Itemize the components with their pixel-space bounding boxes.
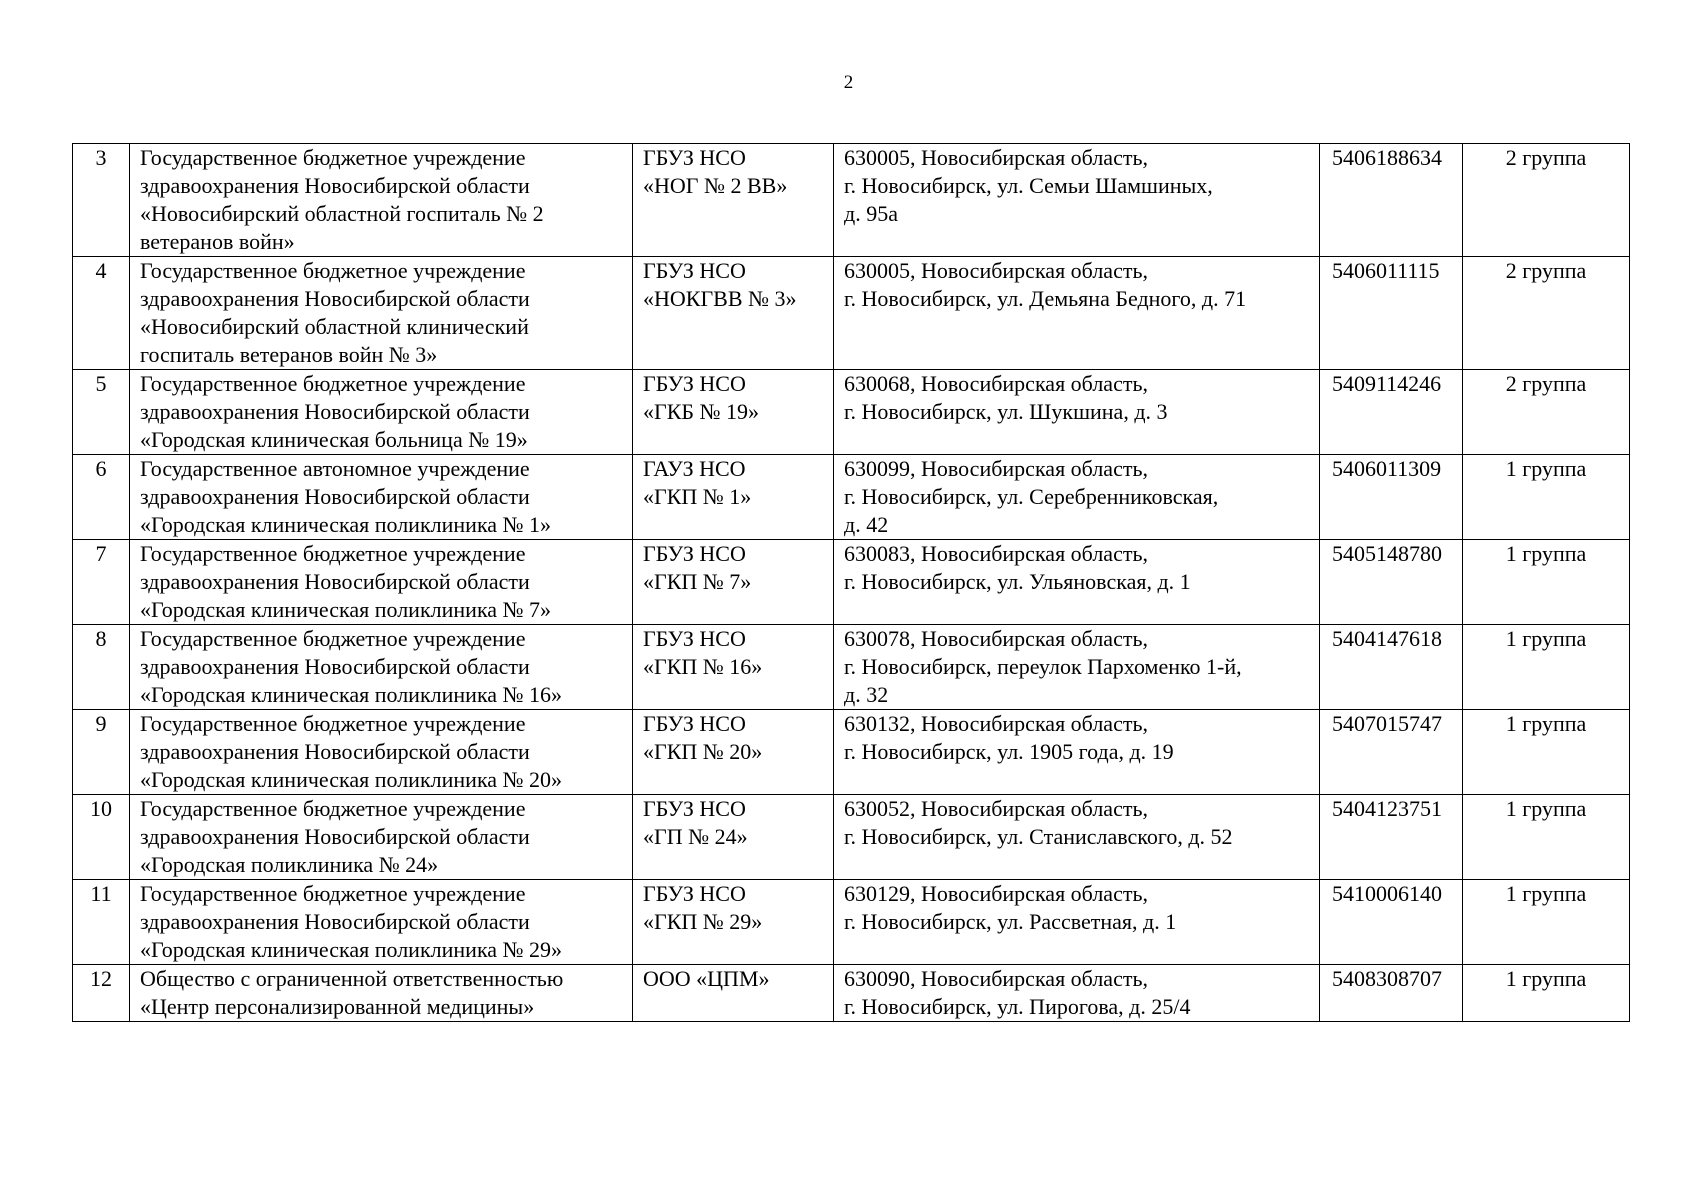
- table-row: [73, 257, 1630, 370]
- table-row: [73, 625, 1630, 710]
- group-value: 1 группа: [1505, 456, 1587, 481]
- institution-name-line: здравоохранения Новосибирской области: [140, 654, 530, 679]
- institution-name-line: Государственное бюджетное учреждение: [140, 881, 526, 906]
- group-value: 1 группа: [1505, 711, 1587, 736]
- institution-name-cell: [130, 880, 633, 965]
- row-number-cell: [73, 795, 130, 880]
- institution-name-cell: [130, 540, 633, 625]
- row-number: 4: [95, 258, 107, 283]
- institution-name-line: здравоохранения Новосибирской области: [140, 909, 530, 934]
- address-line: г. Новосибирск, переулок Пархоменко 1-й,: [844, 654, 1242, 679]
- short-name-cell: [633, 625, 834, 710]
- row-number-cell: [73, 540, 130, 625]
- short-name-line: «НОГ № 2 ВВ»: [643, 173, 788, 198]
- inn-value: 5410006140: [1332, 881, 1442, 906]
- institution-name-line: «Новосибирский областной клинический: [140, 314, 529, 339]
- short-name-line: ГБУЗ НСО: [643, 881, 746, 906]
- group-value: 2 группа: [1505, 371, 1587, 396]
- address-line: 630129, Новосибирская область,: [844, 881, 1148, 906]
- institutions-table: [72, 143, 1630, 1022]
- address-line: д. 42: [844, 512, 889, 537]
- institution-name-line: «Городская клиническая поликлиника № 1»: [140, 512, 552, 537]
- short-name-cell: [633, 795, 834, 880]
- institution-name-line: Государственное бюджетное учреждение: [140, 258, 526, 283]
- short-name-line: «ГКП № 20»: [643, 739, 763, 764]
- table-row: [73, 540, 1630, 625]
- institution-name-line: Государственное бюджетное учреждение: [140, 626, 526, 651]
- inn-cell: [1320, 257, 1463, 370]
- short-name-line: ГБУЗ НСО: [643, 541, 746, 566]
- short-name-line: ООО «ЦПМ»: [643, 966, 770, 991]
- institution-name-line: здравоохранения Новосибирской области: [140, 569, 530, 594]
- row-number-cell: [73, 144, 130, 257]
- inn-cell: [1320, 370, 1463, 455]
- address-cell: [834, 540, 1320, 625]
- institution-name-line: Государственное автономное учреждение: [140, 456, 530, 481]
- inn-cell: [1320, 880, 1463, 965]
- institution-name-cell: [130, 144, 633, 257]
- group-value: 2 группа: [1505, 258, 1587, 283]
- short-name-line: «ГКП № 7»: [643, 569, 752, 594]
- row-number-cell: [73, 710, 130, 795]
- institution-name-line: «Городская клиническая поликлиника № 20»: [140, 767, 563, 792]
- inn-cell: [1320, 710, 1463, 795]
- row-number-cell: [73, 880, 130, 965]
- institution-name-line: здравоохранения Новосибирской области: [140, 739, 530, 764]
- institution-name-cell: [130, 710, 633, 795]
- row-number: 5: [95, 371, 107, 396]
- institution-name-line: госпиталь ветеранов войн № 3»: [140, 342, 438, 367]
- address-line: 630068, Новосибирская область,: [844, 371, 1148, 396]
- inn-cell: [1320, 625, 1463, 710]
- address-cell: [834, 455, 1320, 540]
- group-cell: [1463, 710, 1630, 795]
- address-line: г. Новосибирск, ул. Ульяновская, д. 1: [844, 569, 1191, 594]
- short-name-line: «ГКП № 16»: [643, 654, 763, 679]
- address-line: г. Новосибирск, ул. 1905 года, д. 19: [844, 739, 1174, 764]
- address-line: 630005, Новосибирская область,: [844, 258, 1148, 283]
- inn-value: 5406011115: [1332, 258, 1440, 283]
- inn-value: 5409114246: [1332, 371, 1442, 396]
- institution-name-line: Государственное бюджетное учреждение: [140, 371, 526, 396]
- row-number: 7: [95, 541, 107, 566]
- group-cell: [1463, 880, 1630, 965]
- table-row: [73, 455, 1630, 540]
- address-line: д. 95а: [844, 201, 898, 226]
- address-line: г. Новосибирск, ул. Семьи Шамшиных,: [844, 173, 1213, 198]
- short-name-line: ГБУЗ НСО: [643, 258, 746, 283]
- table-row: [73, 880, 1630, 965]
- row-number-cell: [73, 625, 130, 710]
- row-number: 6: [95, 456, 107, 481]
- institution-name-line: здравоохранения Новосибирской области: [140, 286, 530, 311]
- institution-name-line: Государственное бюджетное учреждение: [140, 541, 526, 566]
- short-name-line: «НОКГВВ № 3»: [643, 286, 797, 311]
- institution-name-line: «Городская клиническая поликлиника № 7»: [140, 597, 552, 622]
- row-number-cell: [73, 257, 130, 370]
- institution-name-line: здравоохранения Новосибирской области: [140, 399, 530, 424]
- institutions-table-body: [73, 144, 1630, 1022]
- address-cell: [834, 370, 1320, 455]
- row-number-cell: [73, 455, 130, 540]
- row-number: 3: [95, 145, 107, 170]
- institution-name-line: Государственное бюджетное учреждение: [140, 796, 526, 821]
- address-line: 630052, Новосибирская область,: [844, 796, 1148, 821]
- short-name-line: ГБУЗ НСО: [643, 626, 746, 651]
- short-name-cell: [633, 540, 834, 625]
- short-name-line: «ГКП № 29»: [643, 909, 763, 934]
- institution-name-cell: [130, 625, 633, 710]
- institution-name-line: Общество с ограниченной ответственностью: [140, 966, 564, 991]
- address-line: г. Новосибирск, ул. Серебренниковская,: [844, 484, 1219, 509]
- institution-name-line: «Новосибирский областной госпиталь № 2: [140, 201, 544, 226]
- group-cell: [1463, 370, 1630, 455]
- address-line: д. 32: [844, 682, 889, 707]
- address-cell: [834, 144, 1320, 257]
- institution-name-cell: [130, 965, 633, 1022]
- inn-value: 5406188634: [1332, 145, 1442, 170]
- institution-name-line: здравоохранения Новосибирской области: [140, 173, 530, 198]
- short-name-cell: [633, 144, 834, 257]
- row-number: 12: [90, 966, 112, 991]
- address-line: 630132, Новосибирская область,: [844, 711, 1148, 736]
- inn-cell: [1320, 455, 1463, 540]
- institution-name-line: здравоохранения Новосибирской области: [140, 484, 530, 509]
- short-name-cell: [633, 257, 834, 370]
- address-line: 630099, Новосибирская область,: [844, 456, 1148, 481]
- inn-cell: [1320, 795, 1463, 880]
- institution-name-line: «Городская клиническая поликлиника № 29»: [140, 937, 563, 962]
- address-line: 630090, Новосибирская область,: [844, 966, 1148, 991]
- inn-value: 5407015747: [1332, 711, 1442, 736]
- row-number: 8: [95, 626, 107, 651]
- inn-cell: [1320, 144, 1463, 257]
- address-line: 630005, Новосибирская область,: [844, 145, 1148, 170]
- row-number: 11: [90, 881, 112, 906]
- short-name-line: «ГКП № 1»: [643, 484, 752, 509]
- row-number: 10: [90, 796, 112, 821]
- group-value: 1 группа: [1505, 541, 1587, 566]
- institution-name-line: «Городская поликлиника № 24»: [140, 852, 439, 877]
- short-name-cell: [633, 455, 834, 540]
- row-number: 9: [95, 711, 107, 736]
- address-cell: [834, 710, 1320, 795]
- group-cell: [1463, 625, 1630, 710]
- group-value: 1 группа: [1505, 881, 1587, 906]
- short-name-line: ГБУЗ НСО: [643, 145, 746, 170]
- institution-name-line: Государственное бюджетное учреждение: [140, 711, 526, 736]
- address-cell: [834, 257, 1320, 370]
- group-cell: [1463, 795, 1630, 880]
- page-number: 2: [843, 72, 854, 93]
- group-cell: [1463, 144, 1630, 257]
- inn-cell: [1320, 540, 1463, 625]
- group-cell: [1463, 455, 1630, 540]
- inn-value: 5405148780: [1332, 541, 1442, 566]
- inn-value: 5404123751: [1332, 796, 1442, 821]
- short-name-cell: [633, 370, 834, 455]
- inn-value: 5408308707: [1332, 966, 1442, 991]
- group-value: 1 группа: [1505, 966, 1587, 991]
- address-cell: [834, 625, 1320, 710]
- institution-name-line: «Городская клиническая поликлиника № 16»: [140, 682, 563, 707]
- group-cell: [1463, 257, 1630, 370]
- table-row: [73, 144, 1630, 257]
- institution-name-line: Государственное бюджетное учреждение: [140, 145, 526, 170]
- address-cell: [834, 795, 1320, 880]
- table-row: [73, 965, 1630, 1022]
- address-line: г. Новосибирск, ул. Станиславского, д. 52: [844, 824, 1233, 849]
- inn-cell: [1320, 965, 1463, 1022]
- address-line: г. Новосибирск, ул. Демьяна Бедного, д. 71: [844, 286, 1247, 311]
- short-name-cell: [633, 880, 834, 965]
- institution-name-line: здравоохранения Новосибирской области: [140, 824, 530, 849]
- institution-name-line: «Центр персонализированной медицины»: [140, 994, 535, 1019]
- address-line: 630078, Новосибирская область,: [844, 626, 1148, 651]
- group-value: 1 группа: [1505, 626, 1587, 651]
- short-name-line: ГАУЗ НСО: [643, 456, 746, 481]
- address-line: г. Новосибирск, ул. Шукшина, д. 3: [844, 399, 1168, 424]
- address-line: г. Новосибирск, ул. Рассветная, д. 1: [844, 909, 1177, 934]
- address-line: г. Новосибирск, ул. Пирогова, д. 25/4: [844, 994, 1191, 1019]
- inn-value: 5406011309: [1332, 456, 1442, 481]
- address-line: 630083, Новосибирская область,: [844, 541, 1148, 566]
- short-name-line: ГБУЗ НСО: [643, 711, 746, 736]
- row-number-cell: [73, 965, 130, 1022]
- institution-name-line: «Городская клиническая больница № 19»: [140, 427, 528, 452]
- short-name-line: ГБУЗ НСО: [643, 371, 746, 396]
- table-row: [73, 795, 1630, 880]
- institution-name-cell: [130, 795, 633, 880]
- short-name-line: «ГП № 24»: [643, 824, 748, 849]
- group-value: 2 группа: [1505, 145, 1587, 170]
- institution-name-line: ветеранов войн»: [140, 229, 295, 254]
- group-cell: [1463, 540, 1630, 625]
- inn-value: 5404147618: [1332, 626, 1442, 651]
- row-number-cell: [73, 370, 130, 455]
- short-name-cell: [633, 710, 834, 795]
- institution-name-cell: [130, 257, 633, 370]
- address-cell: [834, 965, 1320, 1022]
- group-cell: [1463, 965, 1630, 1022]
- short-name-line: ГБУЗ НСО: [643, 796, 746, 821]
- institution-name-cell: [130, 370, 633, 455]
- group-value: 1 группа: [1505, 796, 1587, 821]
- institution-name-cell: [130, 455, 633, 540]
- short-name-line: «ГКБ № 19»: [643, 399, 760, 424]
- table-row: [73, 710, 1630, 795]
- short-name-cell: [633, 965, 834, 1022]
- table-row: [73, 370, 1630, 455]
- address-cell: [834, 880, 1320, 965]
